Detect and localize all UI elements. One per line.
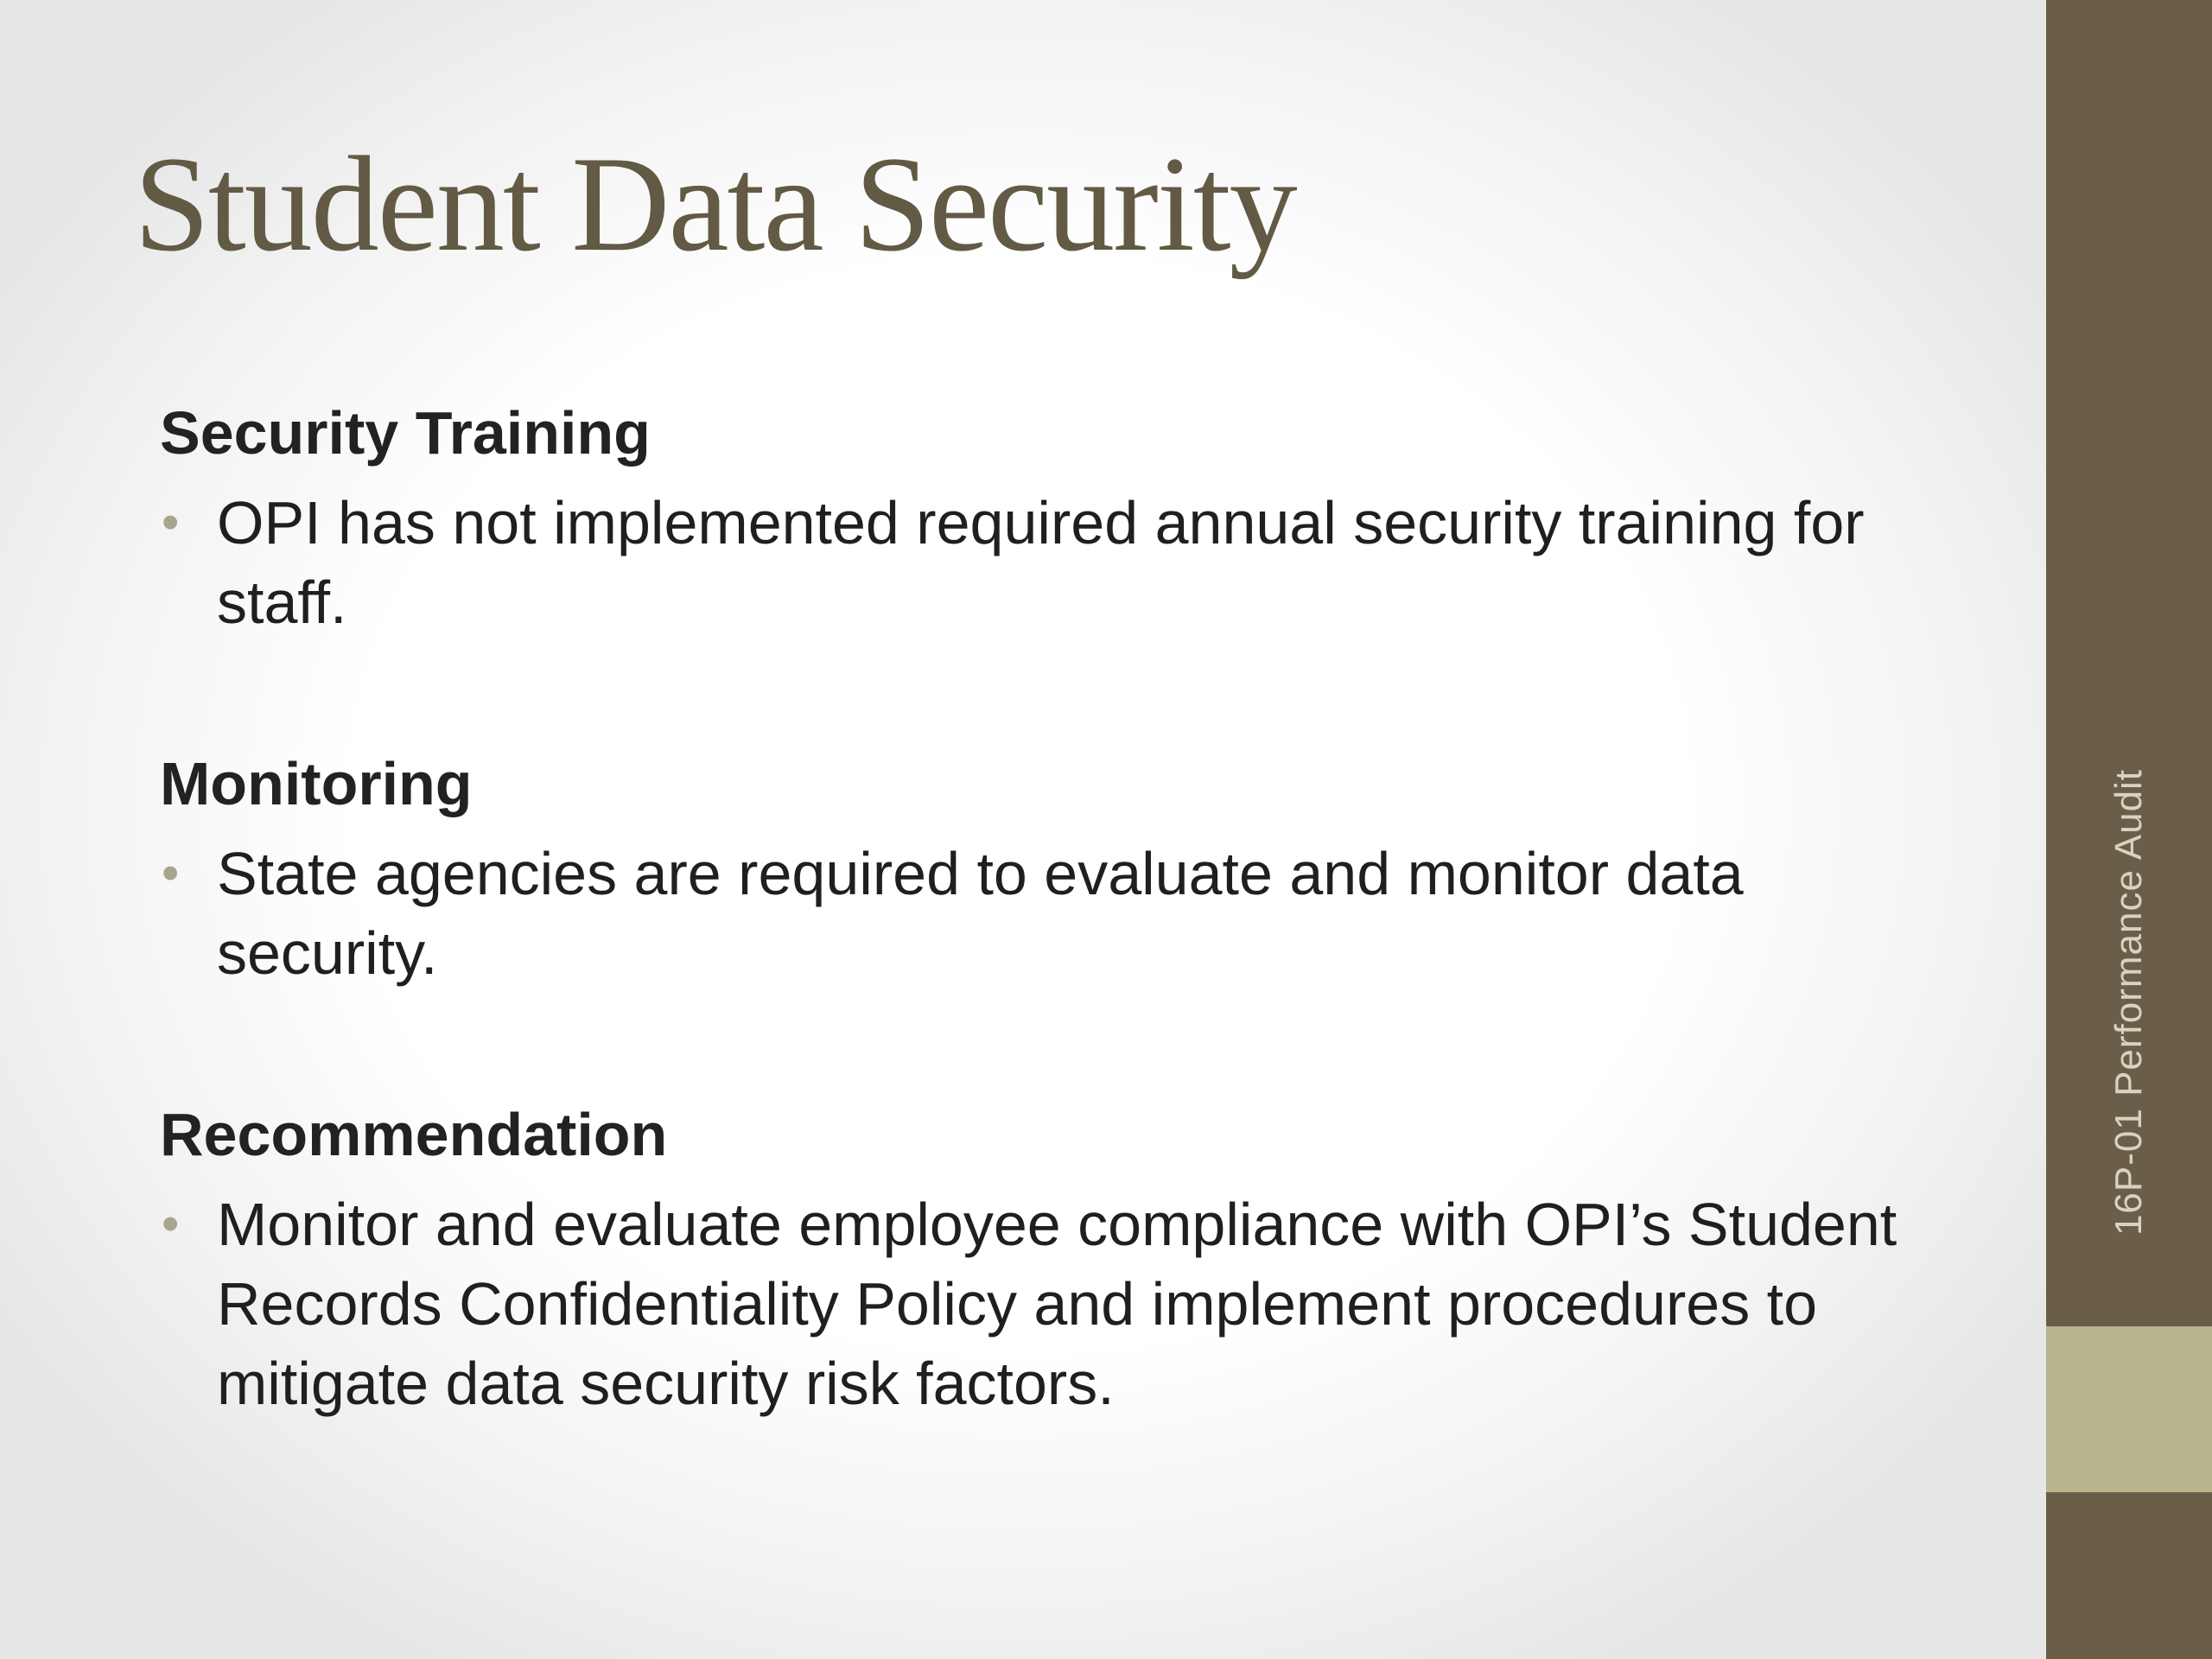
bullet-dot-icon: • bbox=[162, 845, 180, 901]
section-security-training bbox=[160, 393, 1940, 642]
slide-title: Student Data Security bbox=[134, 129, 1296, 280]
section-heading: Security Training bbox=[160, 399, 651, 467]
bullet-dot-icon: • bbox=[162, 494, 180, 550]
section-heading: Recommendation bbox=[160, 1101, 668, 1168]
bullet-text: State agencies are required to evaluate and monitor data security. bbox=[217, 840, 1744, 987]
bullet-item bbox=[160, 1185, 1940, 1423]
section-recommendation bbox=[160, 1095, 1940, 1423]
sidebar-accent-block bbox=[2046, 1326, 2212, 1492]
section-monitoring bbox=[160, 744, 1940, 993]
bullet-text: OPI has not implemented required annual security training for staff. bbox=[217, 489, 1865, 636]
bullet-text: Monitor and evaluate employee compliance with OPI’s Student Records Confidentiality Policy and implement procedures to mitigate data security risk factors. bbox=[217, 1191, 1897, 1417]
slide-content bbox=[160, 393, 1940, 1525]
bullet-dot-icon: • bbox=[162, 1196, 180, 1252]
footer-text: 16P-01 Performance Audit bbox=[2107, 768, 2150, 1236]
right-sidebar-band bbox=[2046, 0, 2212, 1659]
section-heading: Monitoring bbox=[160, 750, 473, 817]
bullet-item bbox=[160, 834, 1940, 993]
bullet-item bbox=[160, 483, 1940, 642]
